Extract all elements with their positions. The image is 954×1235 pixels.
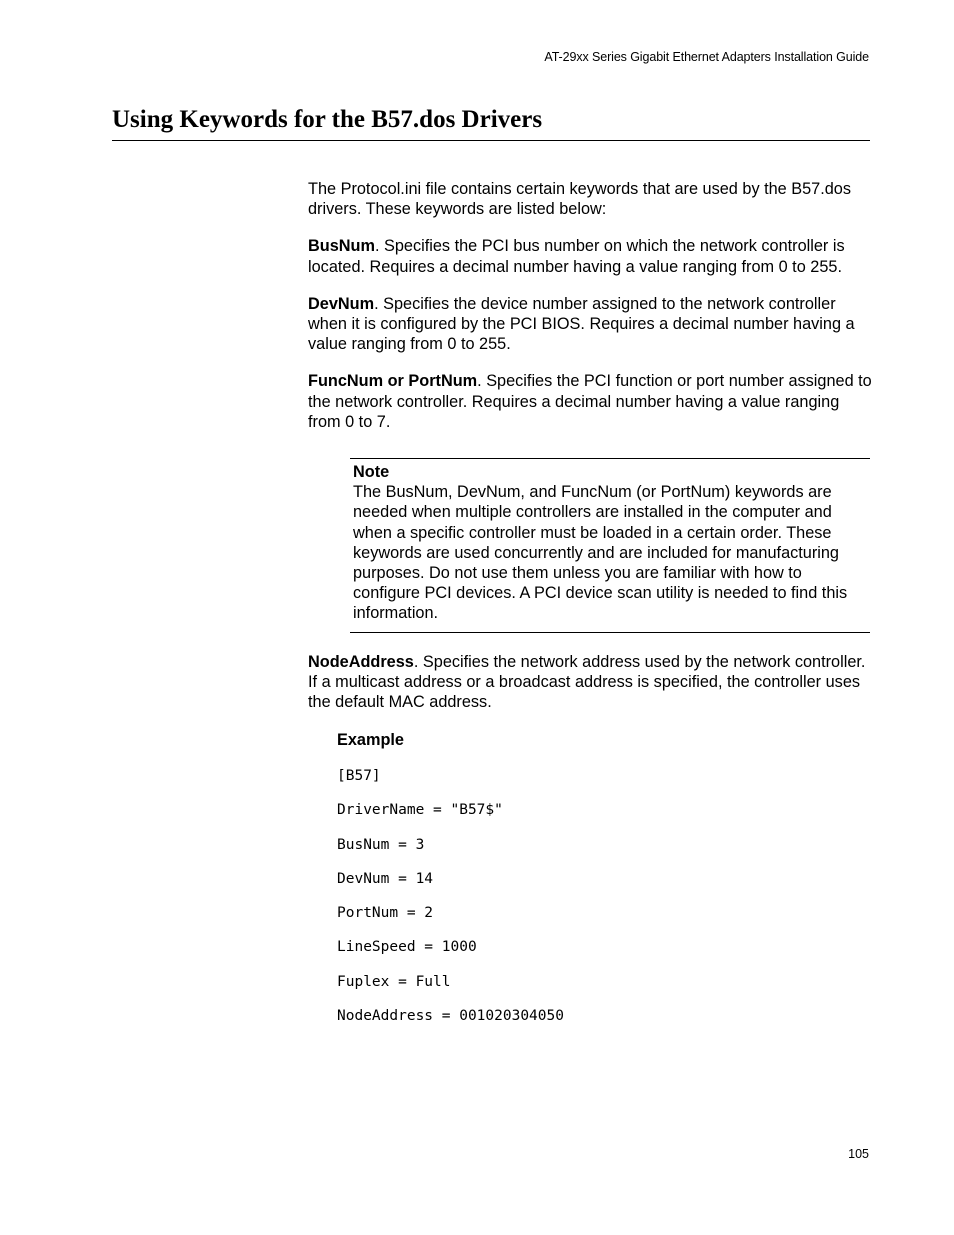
keyword-busnum bbox=[308, 236, 873, 276]
code-line: BusNum = 3 bbox=[337, 836, 425, 853]
keyword-description: . Specifies the PCI function or port number assigned to the network controller. Requires a decimal number having a value ranging from 0 to 7. bbox=[308, 372, 872, 431]
code-line: DriverName = "B57$" bbox=[337, 802, 503, 819]
keyword-term: BusNum bbox=[308, 237, 375, 256]
code-line: NodeAddress = 001020304050 bbox=[337, 1008, 564, 1025]
keyword-description: . Specifies the PCI bus number on which the network controller is located. Requires a decimal number having a value ranging from 0 to 255. bbox=[308, 237, 845, 276]
note-text: The BusNum, DevNum, and FuncNum (or PortNum) keywords are needed when multiple controllers are installed in the computer and when a specific controller must be loaded in a certain order. These keywords are used concurrently and are included for manufacturing purposes. Do not use them unless you are familiar with how to configure PCI devices. A PCI device scan utility is needed to find this information. bbox=[353, 483, 848, 623]
note-title: Note bbox=[353, 463, 390, 481]
keyword-nodeaddress bbox=[308, 652, 873, 713]
code-line: DevNum = 14 bbox=[337, 870, 434, 887]
body-text bbox=[308, 179, 873, 449]
code-line: Fuplex = Full bbox=[337, 973, 451, 990]
running-header: AT-29xx Series Gigabit Ethernet Adapters Installation Guide bbox=[544, 50, 869, 64]
note-box bbox=[350, 458, 870, 633]
code-line: PortNum = 2 bbox=[337, 905, 434, 922]
keyword-devnum bbox=[308, 294, 873, 355]
code-example bbox=[337, 766, 564, 1040]
keyword-term: DevNum bbox=[308, 294, 375, 313]
keyword-description: . Specifies the network address used by the network controller. If a multicast address or a broadcast address is specified, the controller uses the default MAC address. bbox=[308, 653, 866, 712]
code-line: LineSpeed = 1000 bbox=[337, 939, 477, 956]
keyword-funcnum bbox=[308, 371, 873, 432]
keyword-description: . Specifies the device number assigned to the network controller when it is configured by the PCI BIOS. Requires a decimal number having a value ranging from 0 to 255. bbox=[308, 294, 855, 354]
page-number: 105 bbox=[848, 1147, 869, 1161]
keyword-term: NodeAddress bbox=[308, 653, 414, 671]
section-title: Using Keywords for the B57.dos Drivers bbox=[112, 106, 543, 133]
code-line: [B57] bbox=[337, 768, 381, 784]
keyword-term: FuncNum or PortNum bbox=[308, 372, 478, 391]
heading-rule bbox=[112, 140, 870, 141]
intro-paragraph: The Protocol.ini file contains certain keywords that are used by the B57.dos drivers. These keywords are listed below: bbox=[308, 180, 852, 219]
example-title: Example bbox=[337, 731, 404, 749]
